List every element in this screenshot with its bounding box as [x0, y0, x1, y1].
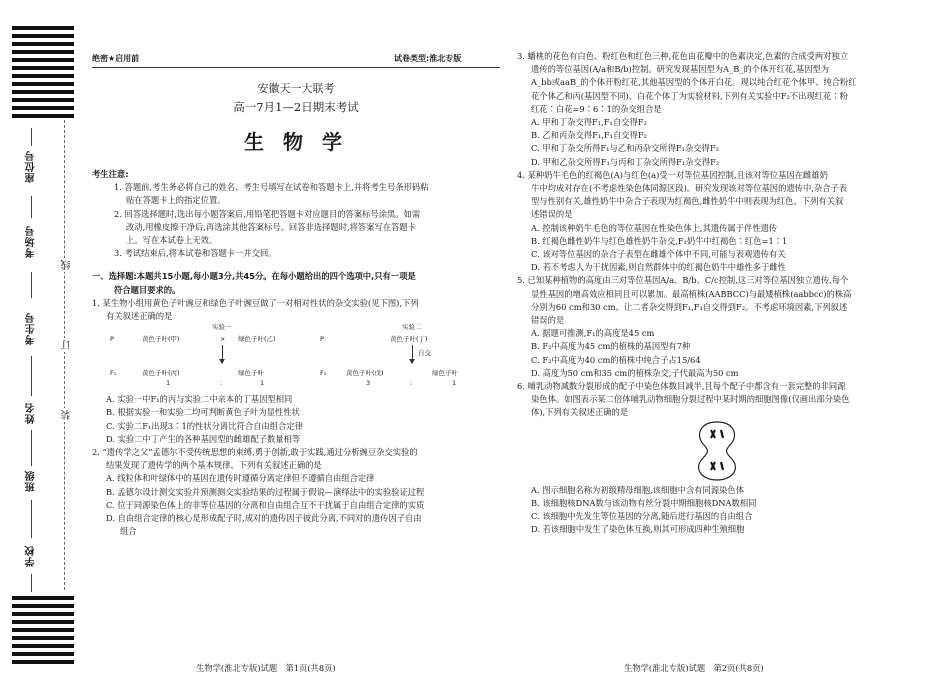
exp2-p: P [320, 335, 324, 344]
seat-number-label: 座位号 [26, 150, 37, 183]
section-title: 一、选择题:本题共15小题,每小题3分,共45分。在每小题给出的四个选项中,只有一项是 [92, 271, 416, 282]
org-name: 安徽天一大联考 [257, 82, 335, 95]
right-column [517, 50, 935, 537]
exp1-name: 实验一 [212, 323, 232, 332]
notes-title: 考生注意: [92, 169, 129, 179]
class-label: 班级 [26, 470, 37, 492]
exam-type: 试卷类型:淮北专版 [394, 54, 462, 63]
q6-option-d: D. 若该细胞中发生了染色体互换,则其可形成四种生殖细胞 [531, 524, 745, 535]
cut-word-pack: 装 [62, 410, 73, 420]
q4-line: 型与性别有关,雄性奶牛中杂合子表现为红褐色,雌性奶牛中则表现为红色。下列有关叙 [531, 196, 844, 207]
q4-line: 述错误的是 [531, 209, 573, 220]
binding-stripes-top [12, 26, 74, 118]
notes-line: 上。写在本试卷上无效。 [126, 235, 218, 246]
q3-line: 花个体乙和丙(基因型不同)、白花个体丁为实验材料,下列有关实验中F₂不出现红花∶粉 [531, 90, 848, 101]
name-label: 姓名 [26, 402, 37, 424]
q4-option-a: A. 控制该种奶牛毛色的等位基因在性染色体上,其遗传属于伴性遗传 [531, 222, 778, 233]
exp2-arrowhead [409, 359, 415, 364]
notes-line: 贴在答题卡上的指定位置。 [126, 195, 226, 206]
exp1-arrowhead [219, 359, 225, 364]
label-line [31, 272, 32, 298]
left-column [92, 168, 504, 538]
cut-word-bind: 订 [62, 340, 73, 350]
exp2-self: 自交 [418, 349, 431, 358]
notes-line: 2. 回答选择题时,选出每小题答案后,用铅笔把答题卡对应题目的答案标号涂黑。如需 [114, 208, 421, 219]
q2-stem: 2. “遗传学之父”孟德尔不受传统思想的束缚,勇于创新,敢于实践,通过分析豌豆杂交实验的 [92, 447, 418, 458]
confidential-mark: 绝密★启用前 [92, 54, 140, 63]
exp2-name: 实验二 [402, 323, 422, 332]
q5-line: 分别为60 cm和30 cm。让二者杂交得到F₁,F₁自交得到F₂。不考虑环境因素,下列叙述 [531, 301, 848, 312]
exp1-colon: : [220, 379, 223, 388]
footer-right: 生物学(淮北专版)试题 第2页(共8页) [624, 663, 764, 673]
subject-title: 生 物 学 [244, 130, 348, 154]
q1-cross-diagram [92, 323, 504, 393]
q3-line: 遗传的等位基因(A/a和B/b)控制。研究发现基因型为A_B_的个体开红花,基因型为 [531, 64, 830, 75]
label-line [31, 196, 32, 218]
q2-option-d: D. 自由组合定律的核心是形成配子时,成对的遗传因子彼此分离,不同对的遗传因子自由 [106, 513, 422, 524]
q1-option-b: B. 根据实验一和实验二均可判断黄色子叶为显性性状 [106, 407, 300, 418]
school-label: 学校 [26, 545, 37, 567]
q1-option-c: C. 实验二F₁出现3∶1的性状分离比符合自由组合定律 [106, 420, 303, 431]
exp2-parent: 黄色子叶(丁) [390, 335, 428, 344]
q4-option-b: B. 红褐色雌性奶牛与红色雄性奶牛杂交,F₁奶牛中红褐色∶红色=1∶1 [531, 235, 788, 246]
q6-option-c: C. 该细胞中先发生等位基因的分离,随后进行基因的自由组合 [531, 511, 753, 522]
q1-stem-cont: 有关叙述正确的是 [106, 311, 173, 322]
q2-option-c: C. 位于同源染色体上的非等位基因的分离和自由组合互不干扰属于自由组合定律的实质 [106, 499, 425, 510]
exp1-parent1: 黄色子叶(甲) [142, 335, 180, 344]
label-line [31, 356, 32, 396]
q2-option-d-cont: 组合 [120, 526, 137, 537]
exp2-colon: : [410, 379, 413, 388]
notes-line: 3. 考试结束后,将本试卷和答题卡一并交回。 [114, 248, 277, 259]
q3-line: 红花∶白花=9∶6∶1的杂交组合是 [531, 103, 662, 114]
exp2-f1: F₁ [320, 369, 327, 378]
label-line [31, 574, 32, 592]
q5-line: 显性基因的增高效应相同且可以累加。最高植株(AABBCC)与最矮植株(aabbcc)的株高 [531, 288, 852, 299]
dividing-cell-image [687, 420, 747, 482]
q3-option-a: A. 甲和丁杂交得F₁,F₁自交得F₂ [531, 117, 647, 128]
q5-line: 5. 已知某种植物的高度由三对等位基因A/a、B/b、C/c控制,这三对等位基因独立遗传,每个 [517, 275, 849, 286]
q2-option-a: A. 线粒体和叶绿体中的基因在遗传时遵循分离定律但不遵循自由组合定律 [106, 473, 375, 484]
q3-option-b: B. 乙和丙杂交得F₁,F₁自交得F₂ [531, 130, 647, 141]
q3-line: A_bb或aaB_的个体开粉红花,其他基因型的个体开白花。现以纯合红花个体甲、纯合粉红 [531, 77, 857, 88]
exp1-child1: 黄色子叶(丙) [142, 369, 180, 378]
q6-line: 6. 哺乳动物减数分裂形成的配子中染色体数目减半,且每个配子中都含有一套完整的非同源 [517, 381, 846, 392]
exp2-ratio2: 1 [452, 379, 457, 388]
q3-line: 3. 蟠桃的花色有白色、粉红色和红色三种,花色由花瓣中的色素决定,色素的合成受两对独立 [517, 51, 849, 61]
q4-line: 牛中均成对存在(不考虑性染色体同源区段)。研究发现该对等位基因的遗传中,杂合子表 [531, 183, 848, 194]
q6-line: 体),下列有关叙述正确的是 [531, 407, 629, 418]
q4-option-c: C. 该对等位基因的杂合子表型在雌雄个体中不同,可能与表观遗传有关 [531, 249, 786, 260]
exp1-parent2: 绿色子叶(乙) [238, 335, 276, 344]
binding-cut-line [64, 120, 65, 590]
q5-option-a: A. 据题可推测,F₁的高度是45 cm [531, 328, 655, 339]
section-title-cont: 符合题目要求的。 [114, 284, 181, 295]
q1-option-a: A. 实验一中F₁的丙与实验二中亲本的丁基因型相同 [106, 394, 293, 405]
q4-line: 4. 某种奶牛毛色的红褐色(A)与红色(a)受一对等位基因控制,且该对等位基因在雌雄奶 [517, 169, 828, 180]
student-number-label: 考生号 [26, 312, 37, 345]
label-line [31, 500, 32, 538]
label-line [31, 430, 32, 466]
q6-option-a: A. 图示细胞名称为初级精母细胞,该细胞中含有同源染色体 [531, 484, 745, 495]
q5-option-c: C. F₂中高度为40 cm的植株中纯合子占15/64 [531, 354, 701, 365]
exp1-cross: × [220, 335, 226, 344]
exam-title: 高一7月1—2日期末考试 [233, 100, 359, 114]
q4-option-d: D. 若不考虑人为干扰因素,则自然群体中的红褐色奶牛中雄性多于雌性 [531, 262, 786, 273]
exp1-child2: 绿色子叶 [238, 369, 264, 378]
q6-option-b: B. 该细胞核DNA数与该动物有丝分裂中期细胞核DNA数相同 [531, 497, 757, 508]
q3-option-d: D. 甲和乙杂交所得F₁与丙和丁杂交所得F₁杂交得F₂ [531, 156, 720, 167]
exp1-ratio1: 1 [166, 379, 171, 388]
cut-word-line: 线 [62, 260, 73, 270]
q3-option-c: C. 甲和丁杂交所得F₁与乙和丙杂交所得F₁杂交得F₂ [531, 143, 719, 154]
exam-room-label: 考场号 [26, 225, 37, 258]
exp2-child1: 黄色子叶(戊) [346, 369, 384, 378]
q5-option-b: B. F₂中高度为45 cm的植株的基因型有7种 [531, 341, 691, 352]
q1-stem: 1. 某生物小组用黄色子叶豌豆和绿色子叶豌豆做了一对相对性状的杂交实验(见下图),下列 [92, 297, 419, 308]
q2-stem-cont: 结果发现了遗传学的两个基本规律。下列有关叙述正确的是 [106, 460, 322, 471]
exp2-ratio1: 3 [366, 379, 371, 388]
notes-line: 1. 答题前,考生务必将自己的姓名、考生号填写在试卷和答题卡上,并将考生号条形码粘 [114, 182, 429, 193]
q2-option-b: B. 孟德尔设计测交实验并预测测交实验结果的过程属于假说—演绎法中的实验验证过程 [106, 486, 425, 497]
exp1-f1: F₁ [110, 369, 117, 378]
notes-line: 改动,用橡皮擦干净后,再选涂其他答案标号。回答非选择题时,将答案写在答题卡 [126, 221, 417, 232]
header-rule [92, 67, 500, 68]
label-line [31, 128, 32, 146]
exp2-child2: 绿色子叶 [432, 369, 458, 378]
footer-left: 生物学(淮北专版)试题 第1页(共8页) [196, 663, 336, 673]
q6-figure [517, 420, 935, 484]
q5-line: 错误的是 [531, 315, 565, 326]
exp1-p: P [110, 335, 114, 344]
q6-line: 染色体。如图表示某二倍体哺乳动物细胞分裂过程中某时期的细胞图像(仅画出部分染色 [531, 394, 850, 405]
binding-stripes-bottom [12, 596, 74, 668]
q5-option-d: D. 高度为50 cm和35 cm的植株杂交,子代最高为50 cm [531, 367, 739, 378]
q1-option-d: D. 实验二中丁产生的各种基因型的雌雄配子数量相等 [106, 433, 301, 444]
exp1-ratio2: 1 [260, 379, 265, 388]
